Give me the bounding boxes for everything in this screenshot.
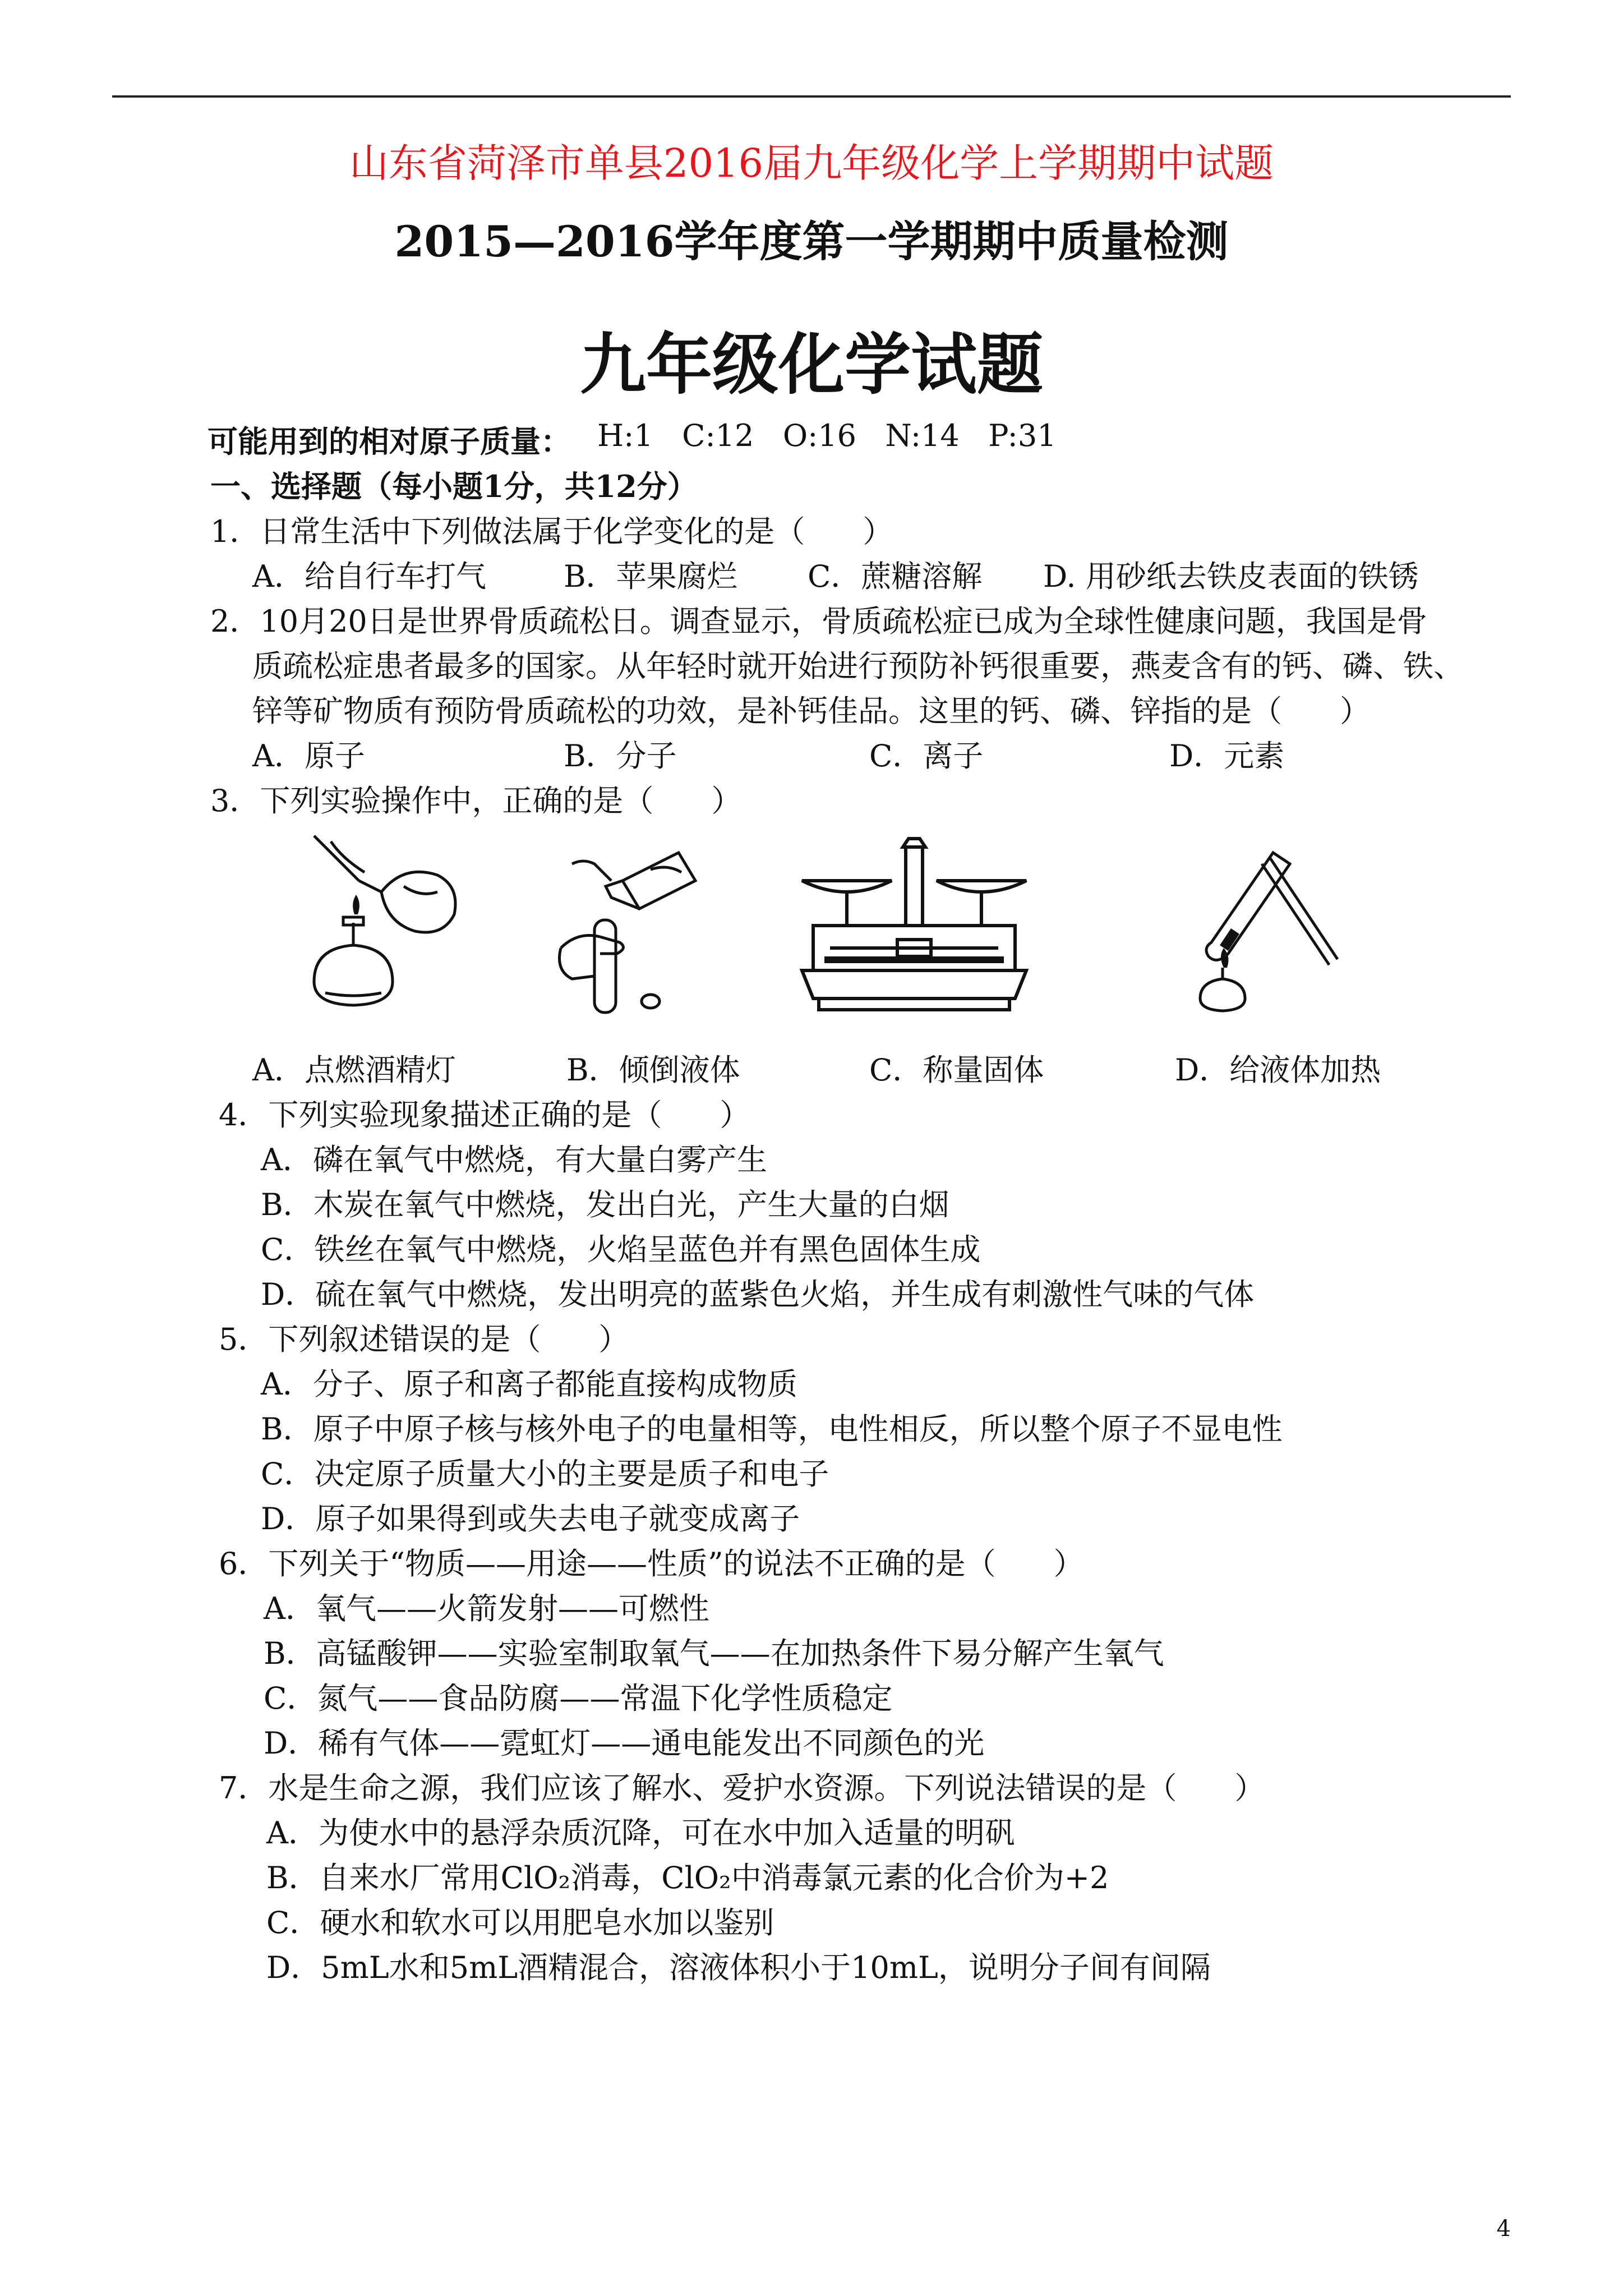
exam-main-title: 九年级化学试题 <box>579 326 1043 403</box>
q4-stem: 4．下列实验现象描述正确的是（ ） <box>219 1097 750 1133</box>
page-number: 4 <box>1496 2216 1511 2242</box>
top-rule <box>112 95 1511 98</box>
q2-option-a: A．原子 <box>252 738 365 774</box>
q5-option-a: A．分子、原子和离子都能直接构成物质 <box>261 1366 797 1402</box>
q2-line-3: 锌等矿物质有预防骨质疏松的功效，是补钙佳品。这里的钙、磷、锌指的是（ ） <box>252 693 1370 729</box>
figure-lighting-alcohol-lamp <box>292 825 471 1015</box>
atomic-mass-label: 可能用到的相对原子质量： <box>208 424 571 459</box>
q7-option-a: A．为使水中的悬浮杂质沉降，可在水中加入适量的明矾 <box>266 1815 1015 1851</box>
q3-stem: 3．下列实验操作中，正确的是（ ） <box>210 783 742 818</box>
atomic-mass-values: H:1 C:12 O:16 N:14 P:31 <box>597 418 1057 453</box>
figure-heating-liquid <box>1178 830 1346 1021</box>
q6-option-d: D．稀有气体——霓虹灯——通电能发出不同颜色的光 <box>264 1726 985 1761</box>
q3-option-c: C．称量固体 <box>869 1052 1044 1088</box>
figure-balance-weighing <box>791 836 1038 1021</box>
q1-option-a: A．给自行车打气 <box>252 559 486 594</box>
q2-option-c: C．离子 <box>869 738 984 774</box>
q5-option-c: C．决定原子质量大小的主要是质子和电子 <box>261 1456 829 1492</box>
q6-stem: 6．下列关于“物质——用途——性质”的说法不正确的是（ ） <box>219 1546 1084 1581</box>
exam-subtitle: 2015—2016学年度第一学期期中质量检测 <box>394 217 1229 266</box>
q1-option-b: B．苹果腐烂 <box>564 559 737 594</box>
q5-option-d: D．原子如果得到或失去电子就变成离子 <box>261 1501 800 1536</box>
q4-option-b: B．木炭在氧气中燃烧，发出白光，产生大量的白烟 <box>261 1187 949 1222</box>
q2-line-2: 质疏松症患者最多的国家。从年轻时就开始进行预防补钙很重要，燕麦含有的钙、磷、铁、 <box>252 648 1464 684</box>
figure-pouring-liquid <box>538 830 707 1021</box>
q4-option-c: C．铁丝在氧气中燃烧，火焰呈蓝色并有黑色固体生成 <box>261 1232 981 1267</box>
q2-line-1: 2．10月20日是世界骨质疏松日。调查显示，骨质疏松症已成为全球性健康问题，我国是骨 <box>210 604 1427 639</box>
q2-option-b: B．分子 <box>564 738 677 774</box>
q4-option-a: A．磷在氧气中燃烧，有大量白雾产生 <box>261 1142 767 1177</box>
q5-option-b: B．原子中原子核与核外电子的电量相等，电性相反，所以整个原子不显电性 <box>261 1411 1283 1447</box>
q1-option-d: D. 用砂纸去铁皮表面的铁锈 <box>1043 559 1419 594</box>
q3-option-b: B．倾倒液体 <box>566 1052 740 1088</box>
q6-option-b: B．高锰酸钾——实验室制取氧气——在加热条件下易分解产生氧气 <box>264 1636 1164 1671</box>
q1-stem: 1．日常生活中下列做法属于化学变化的是（ ） <box>210 514 893 549</box>
q2-option-d: D．元素 <box>1169 738 1285 774</box>
q7-option-c: C．硬水和软水可以用肥皂水加以鉴别 <box>266 1905 774 1940</box>
q7-stem: 7．水是生命之源，我们应该了解水、爱护水资源。下列说法错误的是（ ） <box>219 1770 1265 1806</box>
q3-option-a: A．点燃酒精灯 <box>252 1052 456 1088</box>
red-title: 山东省菏泽市单县2016届九年级化学上学期期中试题 <box>349 140 1274 186</box>
q1-option-c: C．蔗糖溶解 <box>808 559 983 594</box>
q6-option-c: C．氮气——食品防腐——常温下化学性质稳定 <box>264 1681 893 1716</box>
q4-option-d: D．硫在氧气中燃烧，发出明亮的蓝紫色火焰，并生成有刺激性气味的气体 <box>261 1277 1255 1312</box>
q7-option-b: B．自来水厂常用ClO₂消毒，ClO₂中消毒氯元素的化合价为+2 <box>266 1860 1109 1895</box>
q6-option-a: A．氧气——火箭发射——可燃性 <box>264 1591 709 1626</box>
q3-option-d: D．给液体加热 <box>1175 1052 1381 1088</box>
q5-stem: 5．下列叙述错误的是（ ） <box>219 1322 629 1357</box>
q7-option-d: D．5mL水和5mL酒精混合，溶液体积小于10mL，说明分子间有间隔 <box>266 1950 1211 1985</box>
section-1-title: 一、选择题（每小题1分，共12分） <box>210 468 698 504</box>
